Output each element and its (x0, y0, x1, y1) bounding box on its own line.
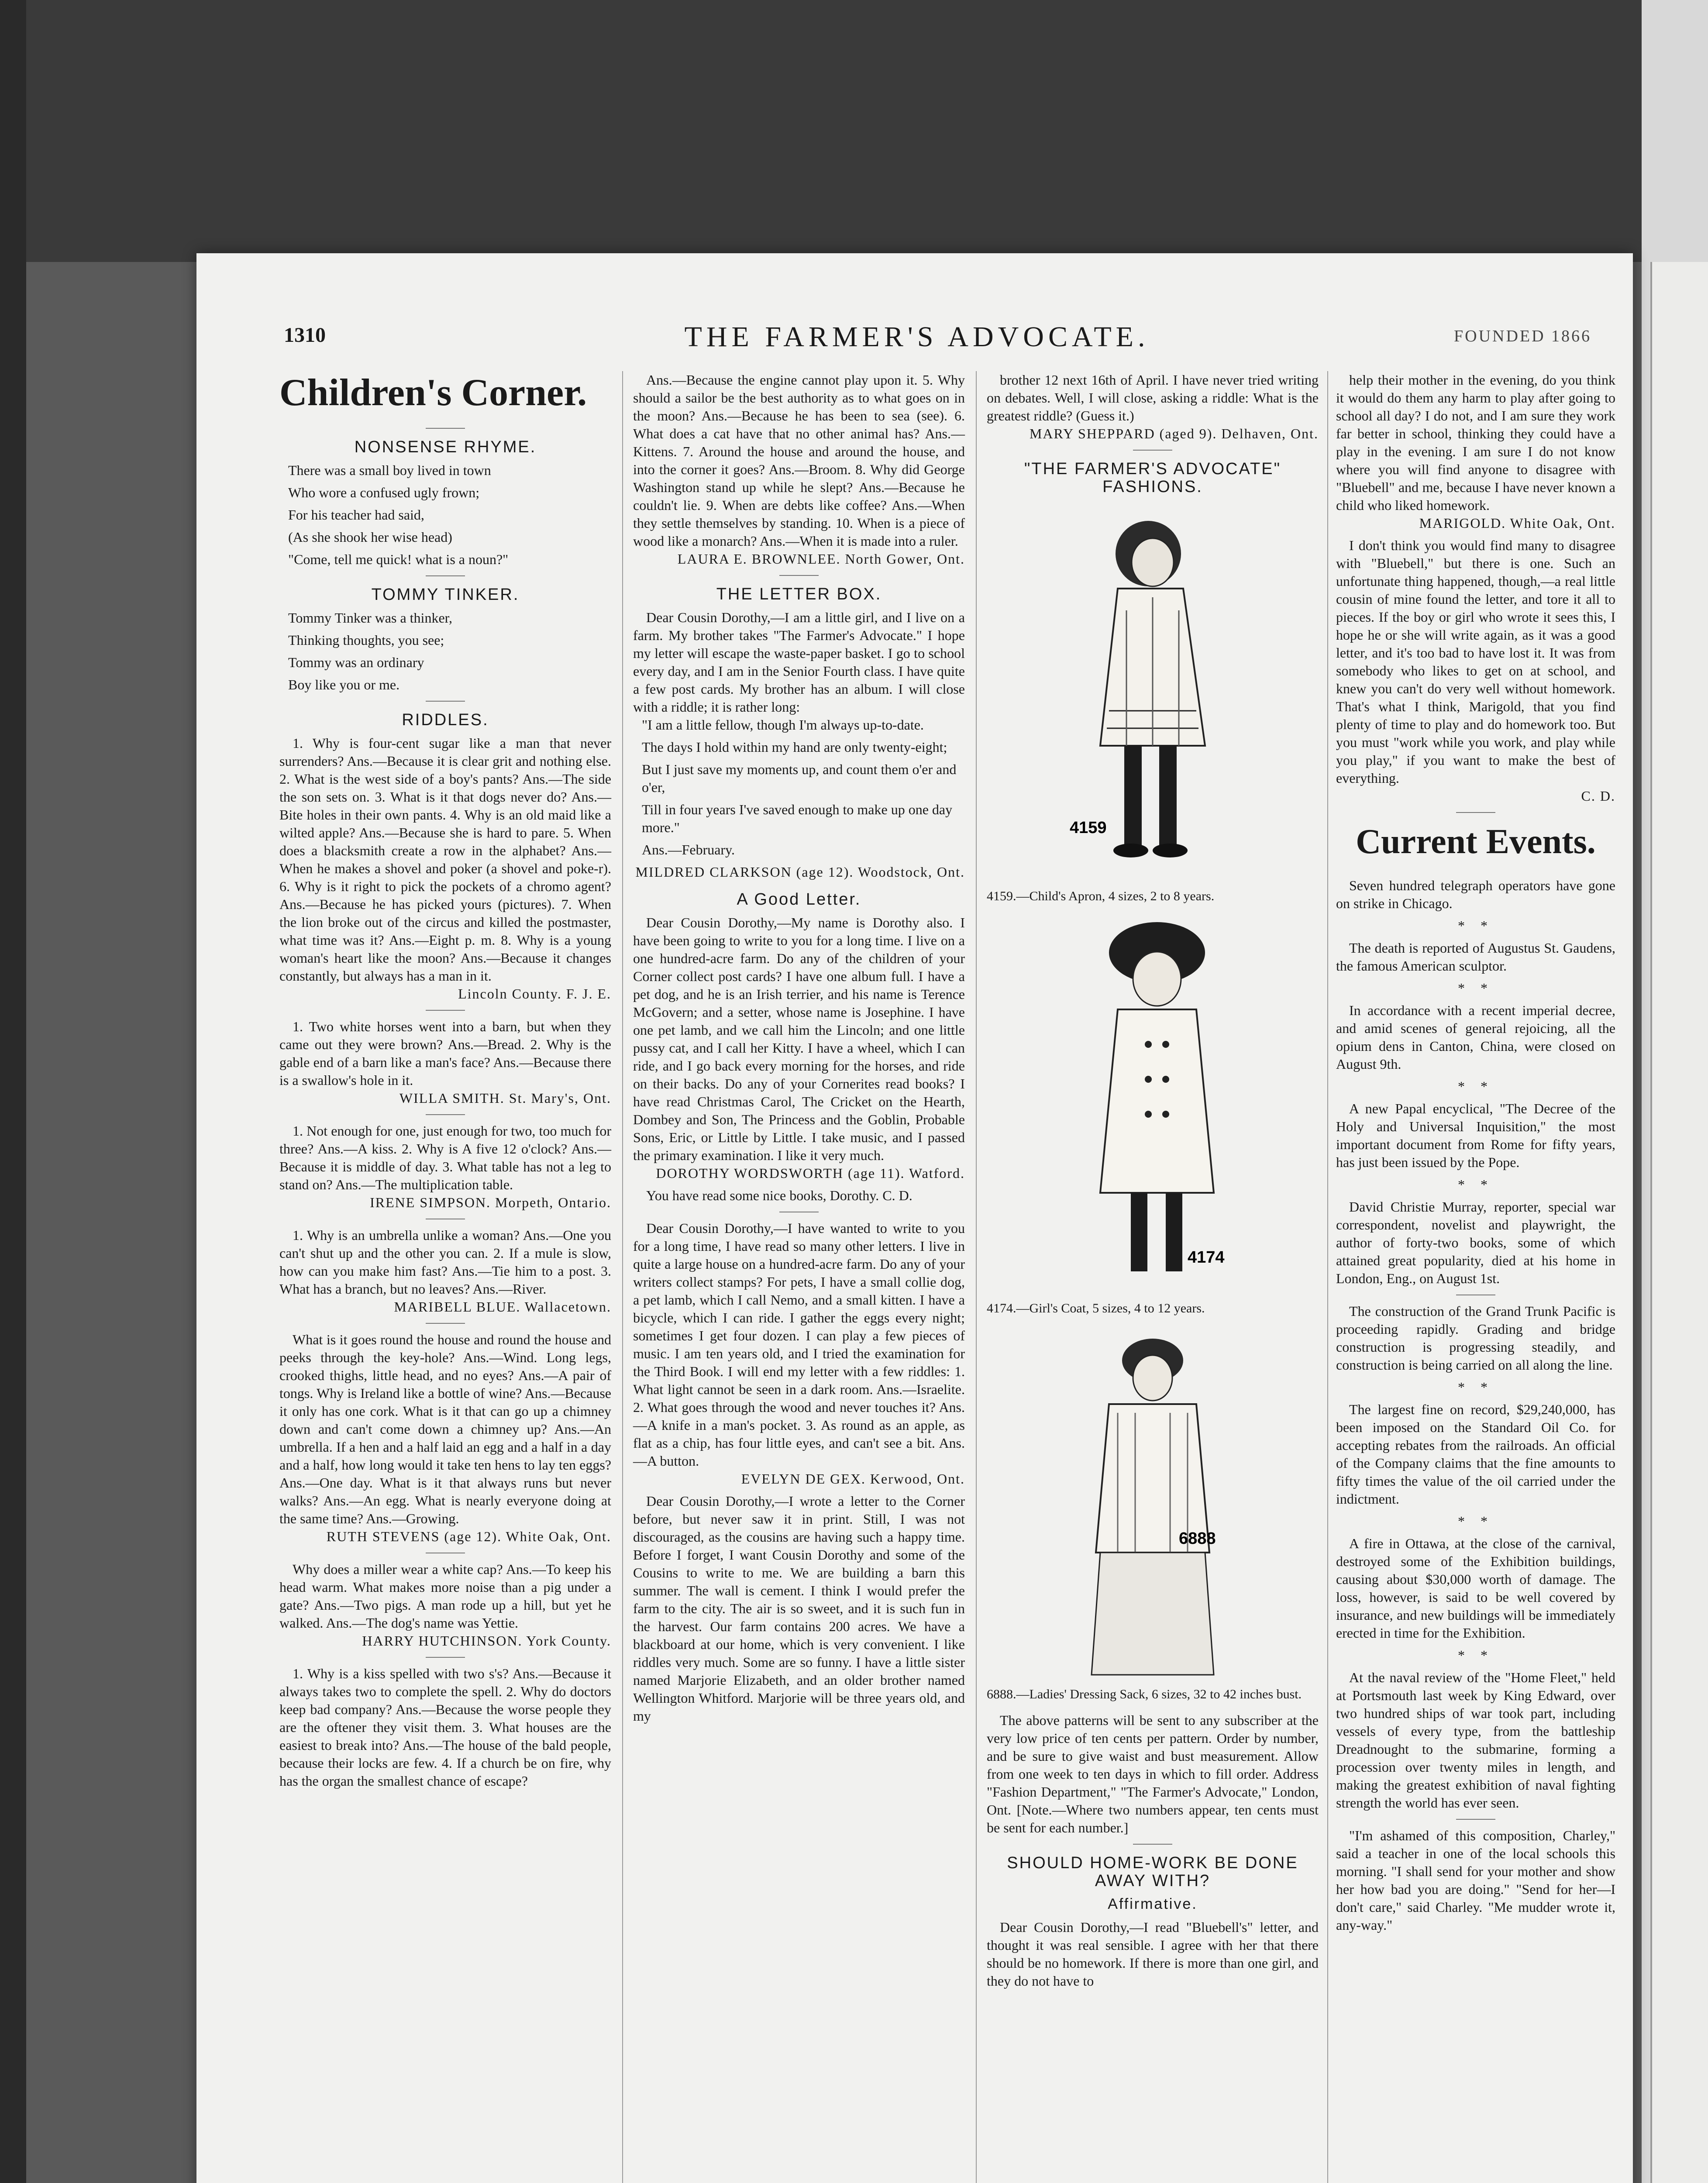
signature: RUTH STEVENS (age 12). White Oak, Ont. (326, 1529, 611, 1544)
verse-line: "I am a little fellow, though I'm always up-to-date. (642, 717, 924, 733)
fig-number-6888: 6888 (1179, 1529, 1216, 1548)
masthead: THE FARMER'S ADVOCATE. (684, 321, 1150, 353)
page-number: 1310 (284, 324, 326, 347)
signature: MARIGOLD. White Oak, Ont. (1419, 515, 1615, 531)
heading-riddles: RIDDLES. (402, 711, 489, 729)
signature: HARRY HUTCHINSON. York County. (362, 1633, 611, 1649)
separator-stars: * * (1458, 1078, 1494, 1094)
divider (779, 575, 819, 576)
divider (426, 1010, 465, 1011)
verse-line: The days I hold within my hand are only twenty-eight; (642, 739, 947, 755)
fig-number-4159: 4159 (1070, 819, 1107, 837)
fashion-caption: 6888.—Ladies' Dressing Sack, 6 sizes, 32 to 42 inches bust. (987, 1687, 1302, 1701)
homework-letter: Dear Cousin Dorothy,—I read "Bluebell's" letter, and thought it was real sensible. I agree with her that there should be no homework. If there is more than one girl, and they do not have to (987, 1919, 1319, 1989)
background-left-strip (0, 0, 26, 2183)
separator-stars: * * (1458, 1177, 1494, 1192)
verse-line: Who wore a confused ugly frown; (288, 485, 480, 500)
column-rule (1327, 371, 1328, 2183)
heading-nonsense-rhyme: NONSENSE RHYME. (354, 438, 537, 456)
news-item: In accordance with a recent imperial decree, and amid scenes of general rejoicing, all the opium dens in Canton, China, were closed on August 9th. (1336, 1002, 1615, 1072)
riddles-paragraph: 1. Two white horses went into a barn, but when they came out they were brown? Ans.—Bread. 2. Why is the gable end of a barn like a man's face? Ans.—Because there is a swallow's hole in it. (279, 1019, 611, 1088)
signature: Lincoln County. F. J. E. (458, 986, 611, 1002)
news-item: A new Papal encyclical, "The Decree of the Holy and Universal Inquisition," the most important document from Rome for fifty years, has just been issued by the Pope. (1336, 1101, 1615, 1170)
patterns-note: The above patterns will be sent to any subscriber at the very low price of ten cents per pattern. Order by number, and be sure to give waist and bust measurement. Allow from one week to ten days in which to fill order. Address "Fashion Department," "The Farmer's Advocate," London, Ont. [Note.—Where two numbers appear, ten cents must be sent for each number.] (987, 1712, 1319, 1835)
separator-stars: * * (1458, 1647, 1494, 1663)
divider (426, 1114, 465, 1115)
heading-tommy-tinker: TOMMY TINKER. (371, 585, 520, 604)
divider (426, 701, 465, 702)
heading-affirmative: Affirmative. (1108, 1896, 1198, 1912)
divider (426, 575, 465, 576)
column-rule (622, 371, 623, 2183)
girls-coat-illustration (1065, 913, 1240, 1298)
news-item: The death is reported of Augustus St. Gaudens, the famous American sculptor. (1336, 940, 1615, 974)
riddles-paragraph: 1. Why is a kiss spelled with two s's? Ans.—Because it always takes two to complete the spell. 2. Why do doctors keep bad company? Ans.—Because the worse people they are the oftener they visit them. 3. What houses are the easiest to break into? Ans.—The house of the bald people, because their locks are few. 4. If a church be on fire, why has the organ the smallest chance of escape? (279, 1666, 611, 1789)
news-item: At the naval review of the "Home Fleet," held at Portsmouth last week by King Edward, over two hundred ships of war took part, including vessels of every type, from the battleship Dreadnought to the submarine, forming a procession over twenty miles in length, and making the greatest exhibition of naval fighting strength the world has ever seen. (1336, 1670, 1615, 1811)
verse-line: Tommy Tinker was a thinker, (288, 610, 453, 626)
signature: MARY SHEPPARD (aged 9). Delhaven, Ont. (1029, 426, 1319, 441)
ladies-dressing-sack-illustration (1065, 1326, 1240, 1684)
separator-stars: * * (1458, 1379, 1494, 1395)
column-fashions (987, 371, 1319, 1990)
heading-fashions: "THE FARMER'S ADVOCATE" FASHIONS. (1024, 460, 1281, 496)
signature: MARIBELL BLUE. Wallacetown. (394, 1299, 611, 1315)
newspaper-page (196, 253, 1633, 2183)
riddles-continued: Ans.—Because the engine cannot play upon it. 5. Why should a sailor be the best authority as to what goes on in the moon? Ans.—Because he has been to sea (see). 6. What does a cat have that no other animal has? Ans.—Kittens. 7. Around the house and around the house, and into the corner it goes? Ans.—Broom. 8. Why did George Washington stand up while he slept? Ans.—Because he couldn't lie. 9. When are debts like coffee? Ans.—When they settle themselves by standing. 10. When is a piece of wood like a monarch? Ans.—When it is made into a ruler. (633, 372, 965, 549)
letter-paragraph: Dear Cousin Dorothy,—I have wanted to write to you for a long time, I have read so many other letters. I live in quite a large house on a hundred-acre farm. Do any of your writers collect stamps? For pets, I have a small collie dog, a pet lamb, which I call Nemo, and a small kitten. I have a bicycle, which I can ride. I gather the eggs every night; sometimes I get four dozen. I can play a few pieces of music. I am ten years old, and I tried the examination for the Third Book. I will end my letter with a few riddles: 1. What light cannot be seen in a dark room. Ans.—Israelite. 2. What goes through the wood and never touches it? Ans.—A knife in a man's pocket. 3. As round as an apple, as flat as a chip, has four little eyes, and can't see a bit. Ans.—A button. (633, 1220, 965, 1469)
verse-line: "Come, tell me quick! what is a noun?" (288, 551, 509, 567)
verse-line: For his teacher had said, (288, 507, 424, 523)
divider (1456, 812, 1495, 813)
heading-good-letter: A Good Letter. (737, 890, 861, 909)
page-header (196, 323, 1633, 362)
adjacent-page-edge (1650, 262, 1708, 2183)
section-title-childrens-corner: Children's Corner. (279, 372, 587, 414)
closing-anecdote: "I'm ashamed of this composition, Charley," said a teacher in one of the local schools this morning. "I shall send for your mother and show her how bad you are doing." "Send for her—I don't care," said Charley. "Me mudder wrote it, any-way." (1336, 1828, 1615, 1933)
signature: DOROTHY WORDSWORTH (age 11). Watford. (656, 1165, 965, 1181)
divider (1456, 1819, 1495, 1820)
news-item: Seven hundred telegraph operators have gone on strike in Chicago. (1336, 878, 1615, 911)
verse-answer: Ans.—February. (642, 842, 735, 857)
signature: EVELYN DE GEX. Kerwood, Ont. (741, 1471, 965, 1487)
separator-stars: * * (1458, 1513, 1494, 1529)
letter-paragraph: Dear Cousin Dorothy,—I wrote a letter to the Corner before, but never saw it in print. Still, I was not discouraged, as the cousins are having such a happy time. Before I forget, I want Cousin Dorothy and some of the Cousins to write to me. We are building a barn this summer. The wall is cement. I think I would prefer the farm to the city. The air is so sweet, and it is such fun in the harvest. Our farm contains 200 acres. We have a blackboard at our home, which is very convenient. I like riddles very much. Some are so funny. I have a little sister named Marjorie Elizabeth, and an older brother named Wellington Whitford. Marjorie will be three years old, and my (633, 1493, 965, 1724)
verse-line: Tommy was an ordinary (288, 654, 424, 670)
fashion-caption: 4174.—Girl's Coat, 5 sizes, 4 to 12 years. (987, 1301, 1205, 1315)
founded-label: FOUNDED 1866 (1454, 327, 1592, 345)
separator-stars: * * (1458, 918, 1494, 933)
divider (426, 1657, 465, 1658)
riddles-paragraph: Why does a miller wear a white cap? Ans.—To keep his head warm. What makes more noise than a pig under a gate? Ans.—Two pigs. A man rode up a hill, but yet he walked. Ans.—The dog's name was Yettie. (279, 1561, 611, 1631)
divider (1133, 450, 1172, 451)
verse-line: Till in four years I've saved enough to make up one day more." (642, 802, 953, 835)
divider (1133, 1844, 1172, 1845)
fashion-caption: 4159.—Child's Apron, 4 sizes, 2 to 8 years. (987, 889, 1215, 903)
background-top (0, 0, 1708, 262)
divider (426, 1323, 465, 1324)
section-title-current-events: Current Events. (1356, 823, 1596, 861)
news-item: The construction of the Grand Trunk Pacific is proceeding rapidly. Grading and bridge construction is progressing steadily, and construction is being carried on all along the line. (1336, 1303, 1615, 1373)
column-children-corner (279, 371, 611, 1790)
divider (426, 428, 465, 429)
letter-continued: brother 12 next 16th of April. I have never tried writing on debates. Well, I will close, asking a riddle: What is the greatest riddle? (Guess it.) (987, 372, 1319, 424)
news-item: The largest fine on record, $29,240,000, has been imposed on the Standard Oil Co. for accepting rebates from the railroads. An official of the Company claims that the fine amounts to fifty times the value of the oil carried under the indictment. (1336, 1401, 1615, 1507)
news-item: David Christie Murray, reporter, special war correspondent, novelist and playwright, the author of forty-two books, some of which attained great popularity, died at his home in London, Eng., on August 1st. (1336, 1199, 1615, 1286)
column-rule (976, 371, 977, 2183)
letter-paragraph: Dear Cousin Dorothy,—My name is Dorothy also. I have been going to write to you for a long time. I live on a one hundred-acre farm. Do any of the children of your Corner collect post cards? I have one album full. I have a pet dog, and he is an Irish terrier, and his name is Terence McGovern; and a setter, whose name is Josephine. I have one pet lamb, and we call him the Lincoln; and one little pussy cat, and I call her Kitty. I have a wheel, which I can ride, and I go back every morning for the horses, and ride on their backs. Do any of your Cornerites read books? I have read Christmas Carol, The Cricket on the Hearth, Dombey and Son, The Princess and the Goblin, Probable Sons, Eric, or Little by Little. I take music, and I passed the primary examination. I like it very much. (633, 915, 965, 1163)
column-current-events (1336, 371, 1615, 1934)
letter-paragraph: Dear Cousin Dorothy,—I am a little girl, and I live on a farm. My brother takes "The Farmer's Advocate." I hope my letter will escape the waste-paper basket. I go to school every day, and I am in the Senior Fourth class. I have quite a few post cards. My brother has an album. I will close with a riddle; it is rather long: (633, 609, 965, 715)
signature: MILDRED CLARKSON (age 12). Woodstock, Ont. (635, 864, 965, 880)
verse-line: There was a small boy lived in town (288, 462, 491, 478)
editor-reply: You have read some nice books, Dorothy. C. D. (646, 1188, 913, 1203)
verse-line: (As she shook her wise head) (288, 529, 452, 545)
child-apron-illustration (1065, 501, 1240, 885)
riddles-paragraph: 1. Why is four-cent sugar like a man that never surrenders? Ans.—Because it is clear grit and nothing else. 2. What is the west side of a boy's pants? Ans.—The side the son sets on. 3. What is it that dogs never do? Ans.—Bite holes in their own pants. 4. Why is an old maid like a wilted apple? Ans.—Because she is hard to pare. 5. When does a blacksmith create a row in the alphabet? Ans.—When he makes a shovel and poker (a shovel and poke-r). 6. Why is it right to pick the pockets of a chromo agent? Ans.—Because he has picked yours (pictures). 7. When the lion broke out of the circus and killed the postmaster, what time was it? Ans.—Eight p. m. 8. Why is a young woman's heart like the moon? Ans.—Because it changes constantly, but always has a man in it. (279, 735, 611, 984)
verse-line: But I just save my moments up, and count them o'er and o'er, (642, 761, 957, 795)
separator-stars: * * (1458, 980, 1494, 996)
fig-number-4174: 4174 (1188, 1248, 1225, 1267)
signature: LAURA E. BROWNLEE. North Gower, Ont. (677, 551, 965, 567)
riddles-paragraph: 1. Not enough for one, just enough for two, too much for three? Ans.—A kiss. 2. Why is A five 12 o'clock? Ans.—Because it is middle of day. 3. What table has not a leg to stand on? Ans.—The multiplication table. (279, 1123, 611, 1192)
news-item: A fire in Ottawa, at the close of the carnival, destroyed some of the Exhibition buildings, causing about $30,000 worth of damage. The loss, however, is said to be well covered by insurance, and new buildings will be immediately erected in time for the Exhibition. (1336, 1536, 1615, 1641)
heading-letter-box: THE LETTER BOX. (716, 585, 882, 603)
heading-homework: SHOULD HOME-WORK BE DONE AWAY WITH? (1007, 1854, 1298, 1890)
column-letter-box (633, 371, 965, 1725)
riddles-paragraph: 1. Why is an umbrella unlike a woman? Ans.—One you can't shut up and the other you can. 2. If a mule is slow, how can you make him fast? Ans.—Tie him to a post. 3. What has a branch, but no leaves? Ans.—River. (279, 1227, 611, 1297)
verse-line: Thinking thoughts, you see; (288, 632, 444, 648)
homework-continued: help their mother in the evening, do you think it would do them any harm to play after going to school all day? I do not, and I am sure they work far better in school, thinking they could have a play in the evening. I am sure I do not know where you will find anyone to disagree with "Bluebell" and me, because I have never known a child who liked homework. (1336, 372, 1615, 513)
riddles-paragraph: What is it goes round the house and round the house and peeks through the key-hole? Ans.—Wind. Long legs, crooked thighs, little head, and no eyes? Ans.—A pair of tongs. Why is Ireland like a bottle of wine? Ans.—Because it only has one cork. What is it that can go up a chimney down and can't come down a chimney up? Ans.—An umbrella. If a hen and a half laid an egg and a half in a day and a half, how long would it take ten hens to lay ten eggs? Ans.—One day. What is it that always runs but never walks? Ans.—An egg. What is nearly everyone doing at the same time? Ans.—Growing. (279, 1332, 611, 1526)
signature: IRENE SIMPSON. Morpeth, Ontario. (370, 1195, 611, 1210)
signature: WILLA SMITH. St. Mary's, Ont. (399, 1090, 611, 1106)
editor-reply: I don't think you would find many to disagree with "Bluebell," but there is one. Such an unfortunate thing happened, though,—a real little cousin of mine found the letter, and tore it all to pieces. If the boy or girl who wrote it sees this, I hope he or she will write again, as it was a good letter, and it's too bad to have lost it. It was from somebody who likes to get on at school, and knew you can't do very well without homework. That's what I think, Marigold, that you find plenty of time to play and do homework too. But you must "work while you work, and play while you play," if you want to make the best of everything. (1336, 537, 1615, 786)
verse-line: Boy like you or me. (288, 677, 400, 692)
signature: C. D. (1581, 788, 1615, 804)
